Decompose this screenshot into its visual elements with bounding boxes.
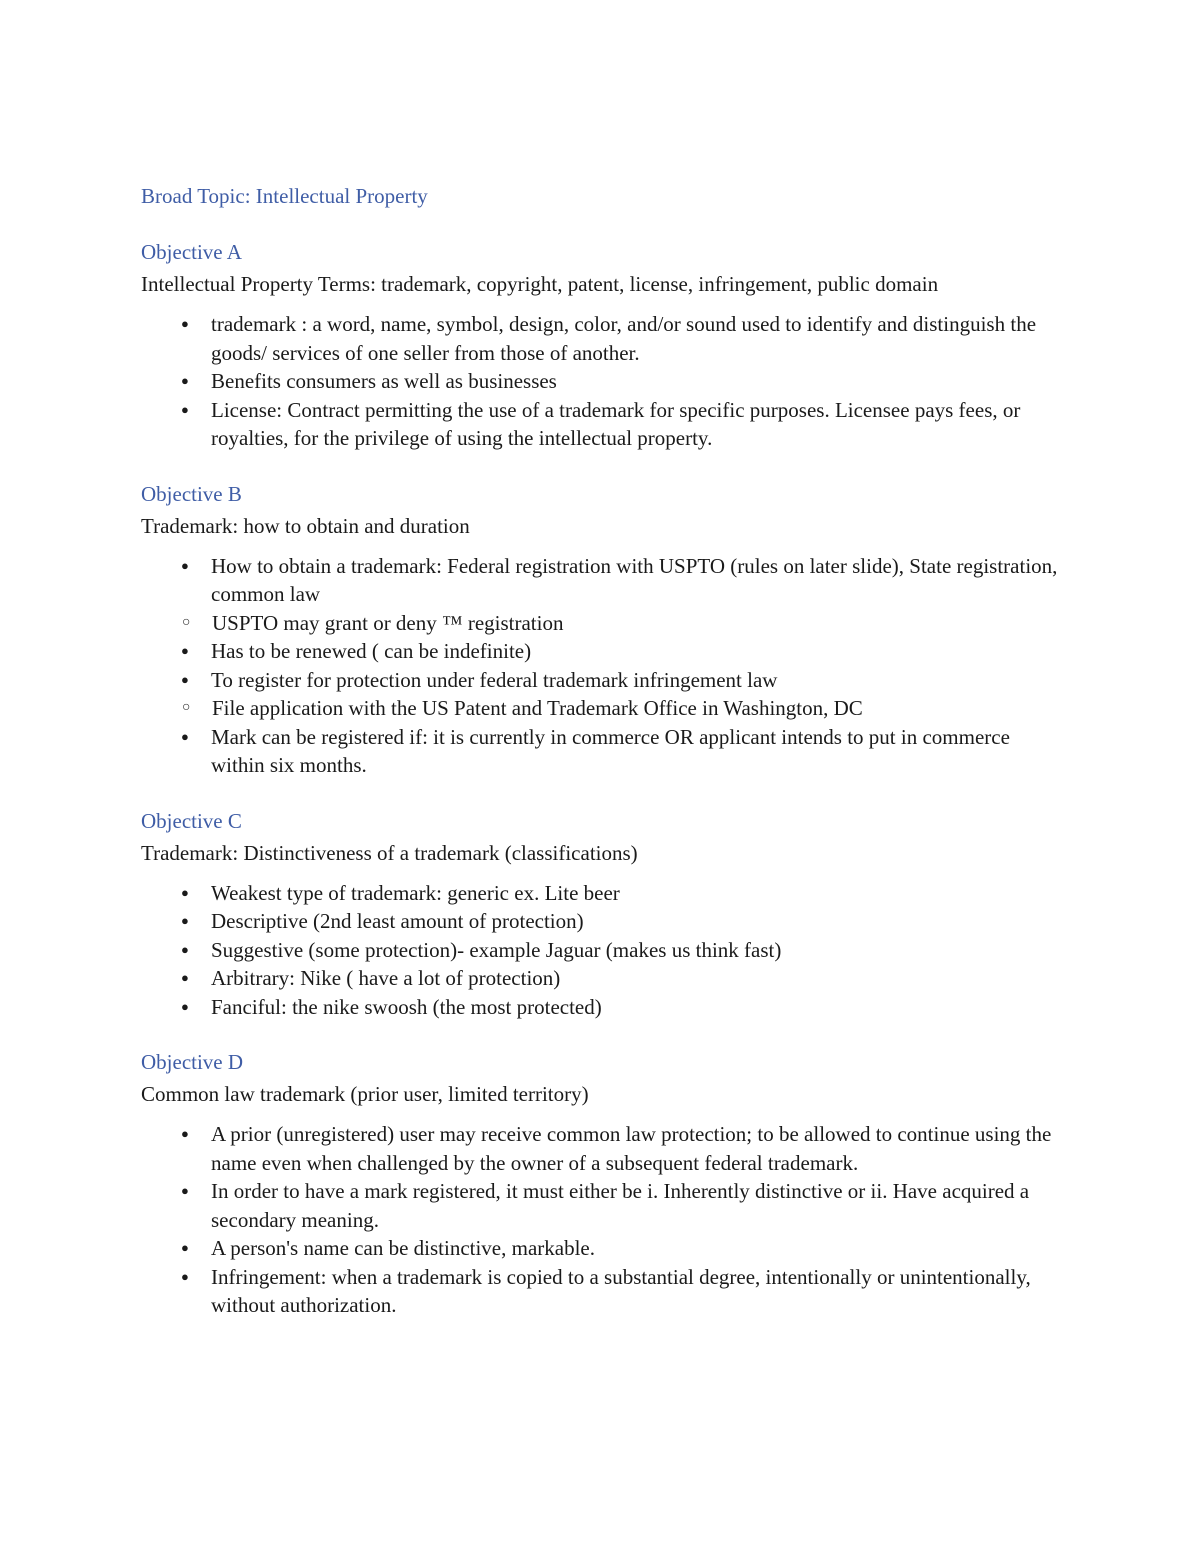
bullet-dot-icon: ● [181,970,189,985]
bullet-item [141,310,1061,367]
bullet-dot-icon: ● [181,884,189,900]
bullet-text: License: Contract permitting the use of a trademark for specific purposes. Licensee pays fees, or royalties, for the privilege of using the intellectual property. [211,397,1021,450]
document-page [141,180,1061,1345]
bullet-item [141,1263,1061,1320]
bullet-dot-icon: ● [181,373,189,388]
bullet-dot-icon: ● [181,1183,189,1198]
bullet-text: To register for protection under federal trademark infringement law [211,667,778,692]
bullet-list [141,879,1061,1022]
objective-heading: Objective D [141,1050,244,1074]
bullet-text: trademark : a word, name, symbol, design, color, and/or sound used to identify and distinguish the goods/ services of one seller from those of another. [211,312,1037,365]
bullet-text: Descriptive (2nd least amount of protection) [211,909,584,933]
bullet-dot-icon: ● [181,913,189,928]
bullet-item [141,964,1061,993]
objective-heading: Objective A [141,240,242,264]
bullet-text: In order to have a mark registered, it must either be i. Inherently distinctive or ii. Have acquired a secondary meaning. [211,1179,1030,1232]
bullet-dot-icon: ● [181,671,189,687]
sub-bullet-list [141,609,1061,638]
objective-section [141,1046,1061,1320]
bullet-item [141,723,1061,780]
bullet-dot-icon: ● [181,316,189,331]
objective-section [141,478,1061,780]
objective-section [141,805,1061,1022]
bullet-dot-icon: ● [181,1126,189,1141]
sub-bullet-text: USPTO may grant or deny ™ registration [212,610,564,635]
bullet-item [141,666,1061,695]
objective-subtitle: Trademark: how to obtain and duration [141,513,470,538]
bullet-item [141,1177,1061,1234]
bullet-item [141,1120,1061,1177]
bullet-item [141,993,1061,1022]
bullet-dot-icon: ● [181,1268,189,1284]
bullet-text: Infringement: when a trademark is copied to a substantial degree, intentionally or unintentionally, without authorization. [211,1264,1031,1317]
bullet-text: Arbitrary: Nike ( have a lot of protection) [211,966,561,990]
sub-bullet-item [141,609,1061,638]
hollow-circle-icon: ○ [182,700,191,715]
sub-list-wrapper [141,694,1061,723]
bullet-text: Suggestive (some protection)- example Jaguar (makes us think fast) [211,937,782,962]
bullet-item [141,637,1061,666]
bullet-list [141,552,1061,780]
bullet-dot-icon: ● [181,1240,189,1255]
sections-container [141,236,1061,1320]
objective-heading: Objective C [141,808,242,833]
bullet-item [141,396,1061,453]
bullet-item [141,1234,1061,1263]
sub-bullet-list [141,694,1061,723]
bullet-list [141,1120,1061,1320]
bullet-text: Benefits consumers as well as businesses [211,369,557,393]
bullet-dot-icon: ● [181,401,189,417]
bullet-dot-icon: ● [181,557,189,573]
bullet-item [141,879,1061,908]
hollow-circle-icon: ○ [182,614,191,630]
objective-subtitle: Intellectual Property Terms: trademark, copyright, patent, license, infringement, public domain [141,272,939,296]
bullet-item [141,552,1061,609]
objective-subtitle: Common law trademark (prior user, limited territory) [141,1082,589,1106]
bullet-text: Weakest type of trademark: generic ex. Lite beer [211,880,620,905]
bullet-item [141,367,1061,396]
bullet-text: A person's name can be distinctive, markable. [211,1236,595,1260]
objective-section [141,236,1061,453]
bullet-text: Mark can be registered if: it is currently in commerce OR applicant intends to put in commerce within six months. [211,724,1010,777]
bullet-text: How to obtain a trademark: Federal registration with USPTO (rules on later slide), State registration, common law [211,553,1058,606]
sub-bullet-text: File application with the US Patent and Trademark Office in Washington, DC [212,696,863,720]
objective-subtitle: Trademark: Distinctiveness of a trademark (classifications) [141,840,638,865]
bullet-text: A prior (unregistered) user may receive common law protection; to be allowed to continue using the name even when challenged by the owner of a subsequent federal trademark. [211,1122,1052,1175]
sub-bullet-item [141,694,1061,723]
bullet-item [141,936,1061,965]
bullet-dot-icon: ● [181,941,189,957]
bullet-dot-icon: ● [181,728,189,744]
bullet-dot-icon: ● [181,998,189,1014]
bullet-dot-icon: ● [181,643,189,658]
sub-list-wrapper [141,609,1061,638]
bullet-list [141,310,1061,453]
objective-heading: Objective B [141,481,242,506]
bullet-text: Fanciful: the nike swoosh (the most protected) [211,994,602,1019]
broad-topic-heading: Broad Topic: Intellectual Property [141,184,428,208]
bullet-item [141,907,1061,936]
bullet-text: Has to be renewed ( can be indefinite) [211,639,532,663]
